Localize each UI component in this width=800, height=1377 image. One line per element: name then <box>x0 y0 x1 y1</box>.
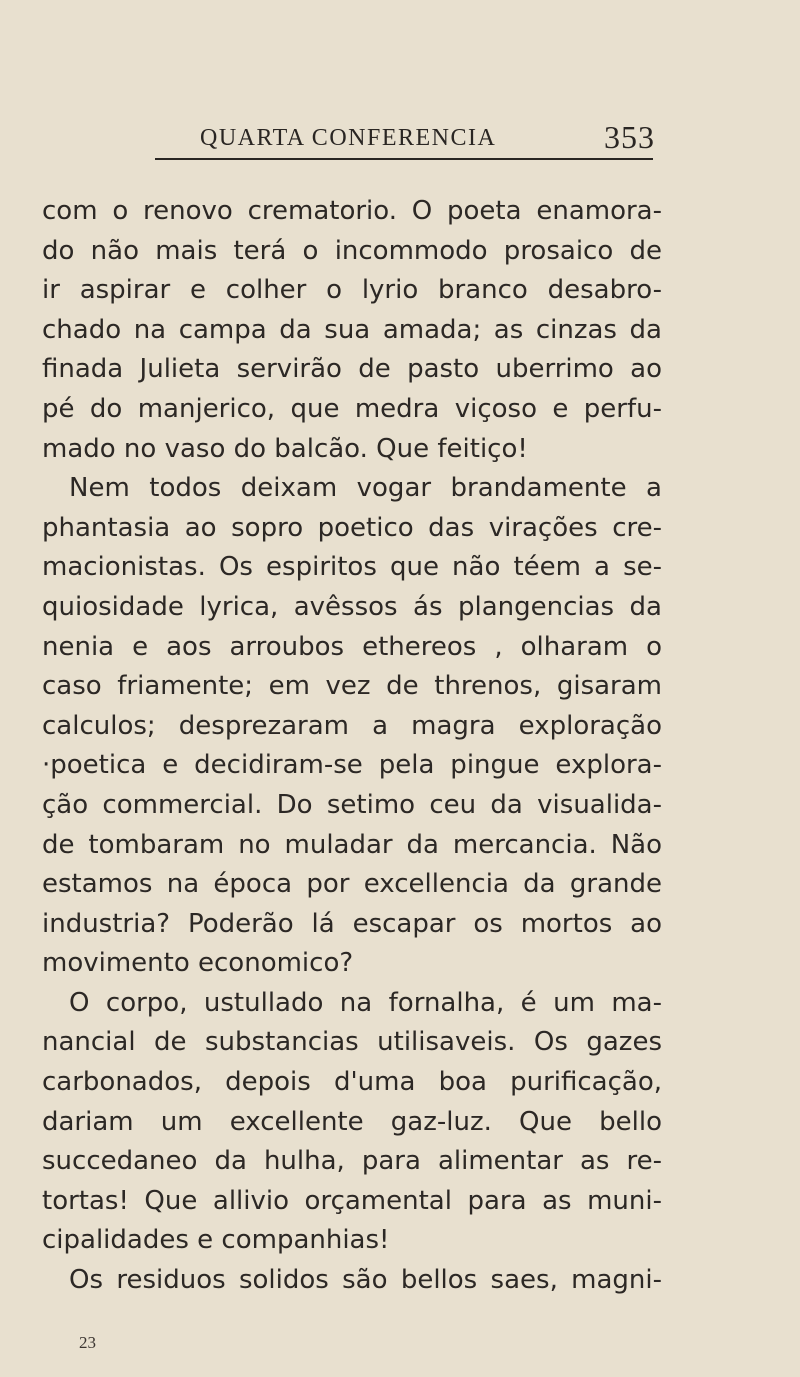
text-line: com o renovo crematorio. O poeta enamora- <box>42 196 662 226</box>
text-line: ·poetica e decidiram-se pela pingue explora- <box>42 750 662 781</box>
text-line: succedaneo da hulha, para alimentar as re- <box>42 1146 662 1177</box>
running-title: QUARTA CONFERENCIA <box>200 125 497 151</box>
text-line: macionistas. Os espiritos que não téem a se- <box>42 552 662 583</box>
text-line: movimento economico? <box>42 948 354 979</box>
text-line: carbonados, depois d'uma boa purificação, <box>42 1067 662 1098</box>
text-line: industria? Poderão lá escapar os mortos ao <box>42 908 662 939</box>
text-line: nenia e aos arroubos ethereos , olharam o <box>42 631 662 662</box>
text-line: Os residuos solidos são bellos saes, magni- <box>69 1265 662 1296</box>
text-line: quiosidade lyrica, avêssos ás plangencias da <box>42 591 662 622</box>
text-line: caso friamente; em vez de threnos, gisaram <box>42 671 662 702</box>
text-line: tortas! Que allivio orçamental para as muni- <box>42 1185 662 1216</box>
page-number: 353 <box>604 119 655 155</box>
text-line: phantasia ao sopro poetico das virações cre- <box>42 512 662 543</box>
text-line: do não mais terá o incommodo prosaico de <box>42 235 662 266</box>
text-line: nancial de substancias utilisaveis. Os gazes <box>42 1027 662 1058</box>
text-line: estamos na época por excellencia da grande <box>42 869 662 900</box>
signature-mark: 23 <box>79 1333 96 1352</box>
text-line: mado no vaso do balcão. Que feitiço! <box>42 433 528 464</box>
text-line: calculos; desprezaram a magra exploração <box>42 710 662 741</box>
text-line: chado na campa da sua amada; as cinzas da <box>42 314 662 345</box>
text-line: ção commercial. Do setimo ceu da visualida- <box>42 789 662 820</box>
text-line: Nem todos deixam vogar brandamente a <box>69 473 662 504</box>
text-line: ir aspirar e colher o lyrio branco desabro- <box>42 275 662 306</box>
text-line: pé do manjerico, que medra viçoso e perfu- <box>42 393 662 424</box>
running-head <box>150 115 655 155</box>
text-line: finada Julieta servirão de pasto uberrimo ao <box>42 354 662 385</box>
text-line: de tombaram no muladar da mercancia. Não <box>42 829 662 860</box>
text-line: dariam um excellente gaz-luz. Que bello <box>42 1106 662 1137</box>
body-text <box>42 192 662 1301</box>
header-rule <box>155 158 653 160</box>
text-line: cipalidades e companhias! <box>42 1225 390 1256</box>
text-line: O corpo, ustullado na fornalha, é um ma- <box>69 987 662 1018</box>
